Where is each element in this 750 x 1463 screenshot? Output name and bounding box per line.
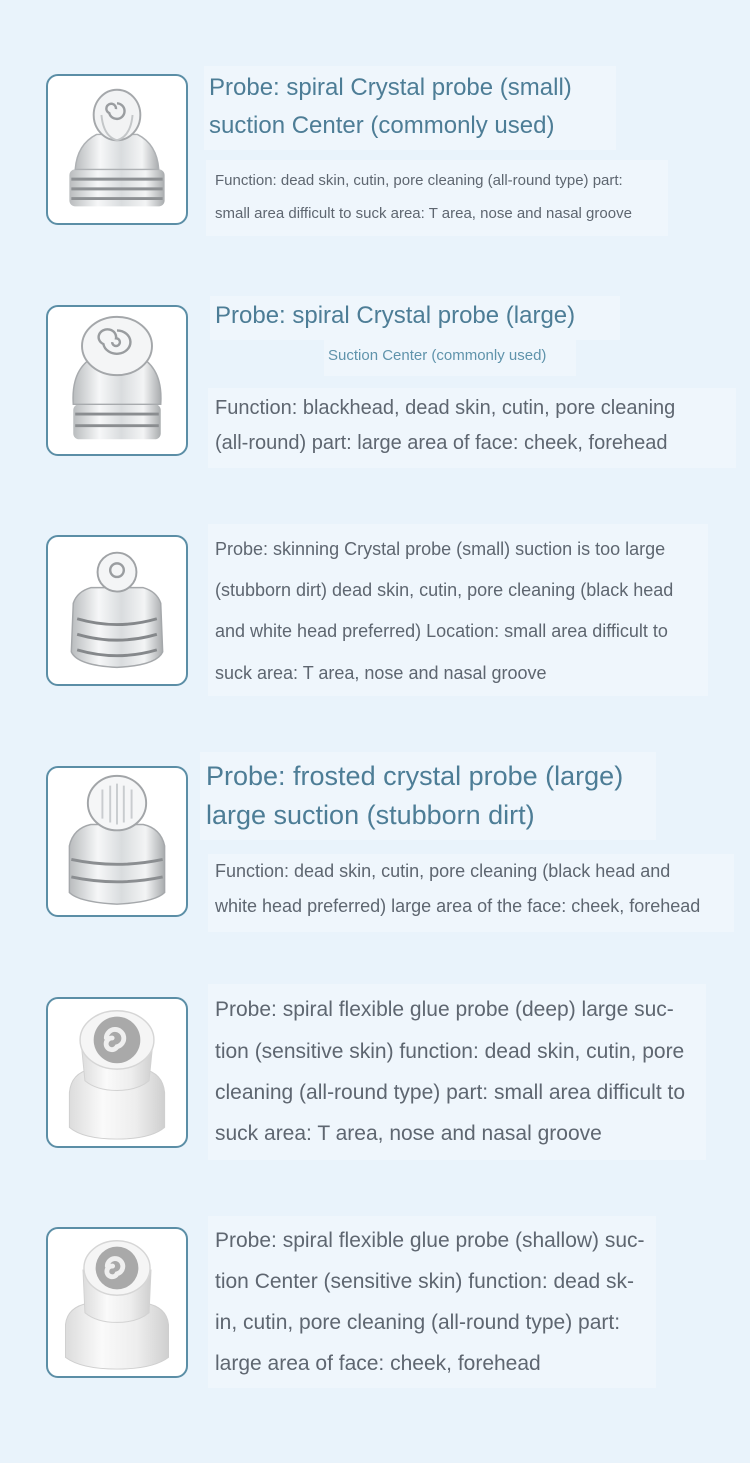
probe-thumbnail [46, 997, 188, 1148]
probe-description-line-4: large area of face: cheek, forehead [215, 1352, 541, 1375]
probe-description-line-4: suck area: T area, nose and nasal groove [215, 1122, 602, 1145]
spiral-crystal-probe-small-icon [48, 76, 186, 223]
probe-description-line-3: cleaning (all-round type) part: small area difficult to [215, 1081, 686, 1104]
probe-description-line-2: white head preferred) large area of the face: cheek, forehead [215, 896, 701, 916]
probe-title-line-2: suction Center (commonly used) [209, 112, 555, 139]
probe-description-line-4: suck area: T area, nose and nasal groove [215, 663, 547, 683]
probe-title: Probe: frosted crystal probe (large) [206, 761, 624, 791]
probe-description-line-2: (all-round) part: large area of face: cheek, forehead [215, 432, 668, 454]
probe-title: Probe: spiral Crystal probe (small) [209, 74, 572, 101]
probe-description-line-1: Probe: spiral flexible glue probe (shallow) suc- [215, 1229, 645, 1252]
probe-description-line-2: small area difficult to suck area: T area, nose and nasal groove [215, 205, 632, 222]
probe-description-line-1: Probe: spiral flexible glue probe (deep) large suc- [215, 998, 674, 1021]
probe-title-line-2: large suction (stubborn dirt) [206, 800, 535, 830]
probe-description: Function: blackhead, dead skin, cutin, pore cleaning [215, 397, 676, 419]
probe-description-line-2: tion Center (sensitive skin) function: dead sk- [215, 1270, 635, 1293]
spiral-flexible-glue-probe-deep-icon [48, 999, 186, 1146]
probe-description: Function: dead skin, cutin, pore cleaning (all-round type) part: [215, 172, 623, 189]
probe-thumbnail [46, 1227, 188, 1378]
probe-description-line-3: and white head preferred) Location: small area difficult to [215, 621, 668, 641]
probe-title: Probe: spiral Crystal probe (large) [215, 302, 576, 329]
probe-description-line-3: in, cutin, pore cleaning (all-round type) part: [215, 1311, 621, 1334]
spiral-flexible-glue-probe-shallow-icon [48, 1229, 186, 1376]
probe-description-line-2: tion (sensitive skin) function: dead skin, cutin, pore [215, 1040, 685, 1063]
probe-thumbnail [46, 535, 188, 686]
probe-thumbnail [46, 766, 188, 917]
probe-subtitle: Suction Center (commonly used) [328, 347, 547, 364]
probe-thumbnail [46, 74, 188, 225]
probe-description: Function: dead skin, cutin, pore cleaning (black head and [215, 861, 671, 881]
probe-thumbnail [46, 305, 188, 456]
probe-description-line-2: (stubborn dirt) dead skin, cutin, pore cleaning (black head [215, 580, 674, 600]
frosted-crystal-probe-large-icon [48, 768, 186, 915]
spiral-crystal-probe-large-icon [48, 307, 186, 454]
probe-description-line-1: Probe: skinning Crystal probe (small) suction is too large [215, 539, 666, 559]
skinning-crystal-probe-small-icon [48, 537, 186, 684]
